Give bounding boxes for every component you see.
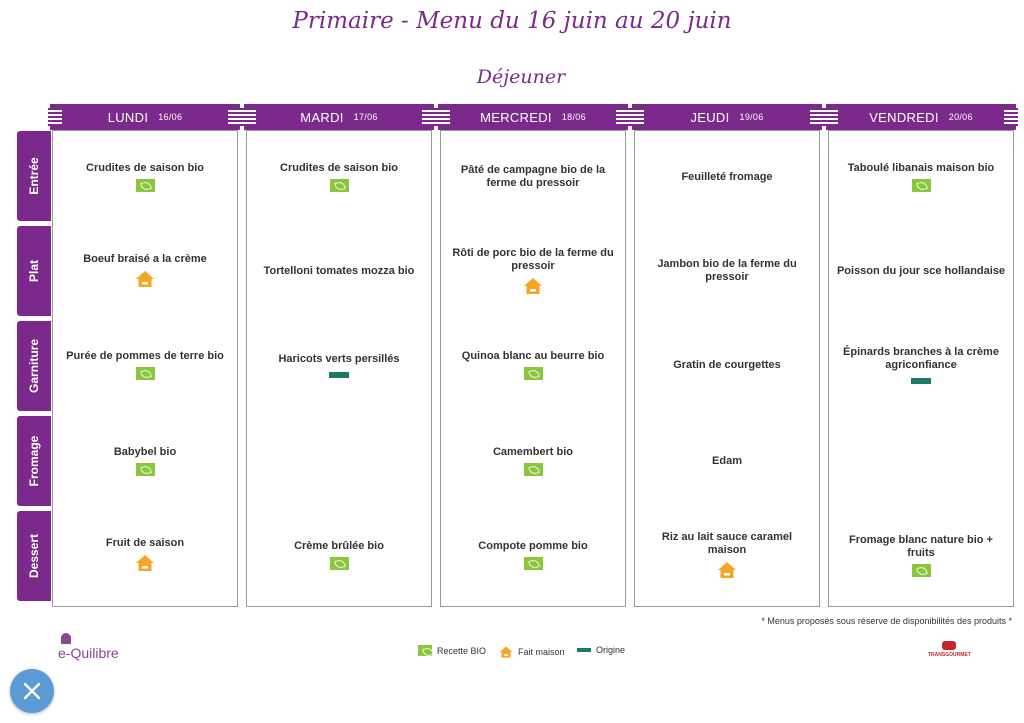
menu-item <box>254 515 424 595</box>
day-header-5 <box>826 104 1016 130</box>
menu-item-text: Tortelloni tomates mozza bio <box>263 264 415 277</box>
day-date: 17/06 <box>353 112 378 122</box>
row-label-4 <box>17 416 51 506</box>
day-name: MARDI <box>300 109 344 125</box>
leaf-bio-icon <box>330 557 349 570</box>
day-header-1 <box>50 104 240 130</box>
leaf-bio-icon <box>136 463 155 476</box>
menu-item <box>60 421 230 501</box>
leaf-bio-icon <box>330 179 349 192</box>
house-icon <box>135 269 155 289</box>
menu-item <box>254 137 424 217</box>
leaf-bio-icon <box>524 557 543 570</box>
menu-item-text: Riz au lait sauce caramel maison <box>661 530 793 556</box>
legend-origin <box>577 645 625 655</box>
transgourmet-logo-text: TRANSGOURMET <box>928 652 971 658</box>
day-name: JEUDI <box>690 109 730 125</box>
transgourmet-logo <box>922 641 978 663</box>
origin-flag-icon <box>577 648 591 652</box>
menu-item-text: Edam <box>712 454 742 467</box>
menu-item-text: Fromage blanc nature bio + fruits <box>849 533 993 559</box>
menu-item-text: Purée de pommes de terre bio <box>66 350 224 362</box>
day-header-4 <box>632 104 822 130</box>
menu-item-text: Boeuf braisé a la crème <box>83 253 207 265</box>
menu-item-text: Camembert bio <box>492 446 574 458</box>
day-header-3 <box>438 104 628 130</box>
menu-item <box>836 421 1006 501</box>
day-date: 19/06 <box>739 112 764 122</box>
menu-item <box>836 231 1006 311</box>
menu-item <box>448 137 618 217</box>
day-name: LUNDI <box>107 109 149 125</box>
row-label-3 <box>17 321 51 411</box>
legend-bio <box>418 645 486 656</box>
legend-origin-label: Origine <box>596 645 626 655</box>
row-label-text: Fromage <box>27 435 41 487</box>
house-icon <box>717 560 737 580</box>
leaf-bio-icon <box>136 367 155 380</box>
menu-item <box>448 515 618 595</box>
origin-flag-icon <box>911 378 931 384</box>
menu-item-text: Pâté de campagne bio de la ferme du pressoir <box>460 164 606 189</box>
leaf-bio-icon <box>136 179 155 192</box>
close-button[interactable] <box>10 669 54 713</box>
leaf-bio-icon <box>912 179 931 192</box>
leaf-bio-icon <box>912 564 931 577</box>
row-label-text: Garniture <box>27 338 41 394</box>
leaf-bio-icon <box>524 367 543 380</box>
menu-item <box>254 325 424 405</box>
page-title: Primaire - Menu du 16 juin au 20 juin <box>292 8 732 34</box>
menu-item-text: Poisson du jour sce hollandaise <box>836 264 1006 277</box>
meal-subtitle: Déjeuner <box>476 66 566 88</box>
close-icon <box>21 680 43 702</box>
menu-item-text: Épinards branches à la crème agriconfiance <box>843 346 999 371</box>
leaf-bio-icon <box>524 463 543 476</box>
house-icon <box>523 276 543 296</box>
menu-item-text: Babybel bio <box>113 446 177 458</box>
house-icon <box>499 645 513 659</box>
menu-item <box>448 231 618 311</box>
chef-hat-icon <box>61 633 71 644</box>
day-name: MERCREDI <box>480 109 552 125</box>
menu-item-text: Jambon bio de la ferme du pressoir <box>657 258 797 283</box>
menu-item <box>60 325 230 405</box>
menu-item <box>254 421 424 501</box>
day-name: VENDREDI <box>869 109 939 125</box>
row-label-text: Entrée <box>27 157 41 195</box>
legend-home-label: Fait maison <box>518 647 565 657</box>
menu-item-text: Crème brûlée bio <box>294 540 384 552</box>
menu-item <box>642 231 812 311</box>
row-label-text: Dessert <box>27 533 41 579</box>
day-date: 20/06 <box>948 112 973 122</box>
menu-item-text: Compote pomme bio <box>478 540 588 552</box>
row-label-1 <box>17 131 51 221</box>
menu-item <box>60 515 230 595</box>
menu-item <box>642 421 812 501</box>
menu-item <box>642 325 812 405</box>
menu-item-text: Crudites de saison bio <box>280 162 398 174</box>
equilibre-logo <box>58 633 138 663</box>
menu-item <box>642 137 812 217</box>
legend-home <box>499 645 565 659</box>
leaf-bio-icon <box>418 645 432 656</box>
legend-bio-label: Recette BIO <box>437 645 487 656</box>
house-icon <box>135 553 155 573</box>
row-label-text: Plat <box>27 259 41 283</box>
menu-item-text: Quinoa blanc au beurre bio <box>461 350 605 362</box>
equilibre-logo-text: e-Quilibre <box>58 645 119 661</box>
menu-item-text: Taboulé libanais maison bio <box>847 162 995 174</box>
menu-item <box>836 515 1006 595</box>
day-header-2 <box>244 104 434 130</box>
menu-item-text: Haricots verts persillés <box>278 352 400 365</box>
menu-item <box>60 231 230 311</box>
menu-item-text: Rôti de porc bio de la ferme du pressoir <box>452 246 614 272</box>
menu-item <box>254 231 424 311</box>
menu-item <box>60 137 230 217</box>
menu-item <box>836 137 1006 217</box>
menu-item <box>642 515 812 595</box>
origin-flag-icon <box>329 372 349 378</box>
row-label-2 <box>17 226 51 316</box>
menu-item-text: Feuilleté fromage <box>681 170 773 183</box>
row-label-5 <box>17 511 51 601</box>
day-date: 18/06 <box>561 112 586 122</box>
transgourmet-mark-icon <box>942 641 956 650</box>
menu-item-text: Crudites de saison bio <box>86 162 204 174</box>
day-date: 16/06 <box>158 112 183 122</box>
menu-item <box>836 325 1006 405</box>
menu-item-text: Fruit de saison <box>105 537 185 549</box>
menu-item <box>448 421 618 501</box>
menu-item-text: Gratin de courgettes <box>673 358 781 371</box>
menu-item <box>448 325 618 405</box>
availability-note: * Menus proposés sous réserve de disponibilités des produits * <box>761 616 1012 626</box>
